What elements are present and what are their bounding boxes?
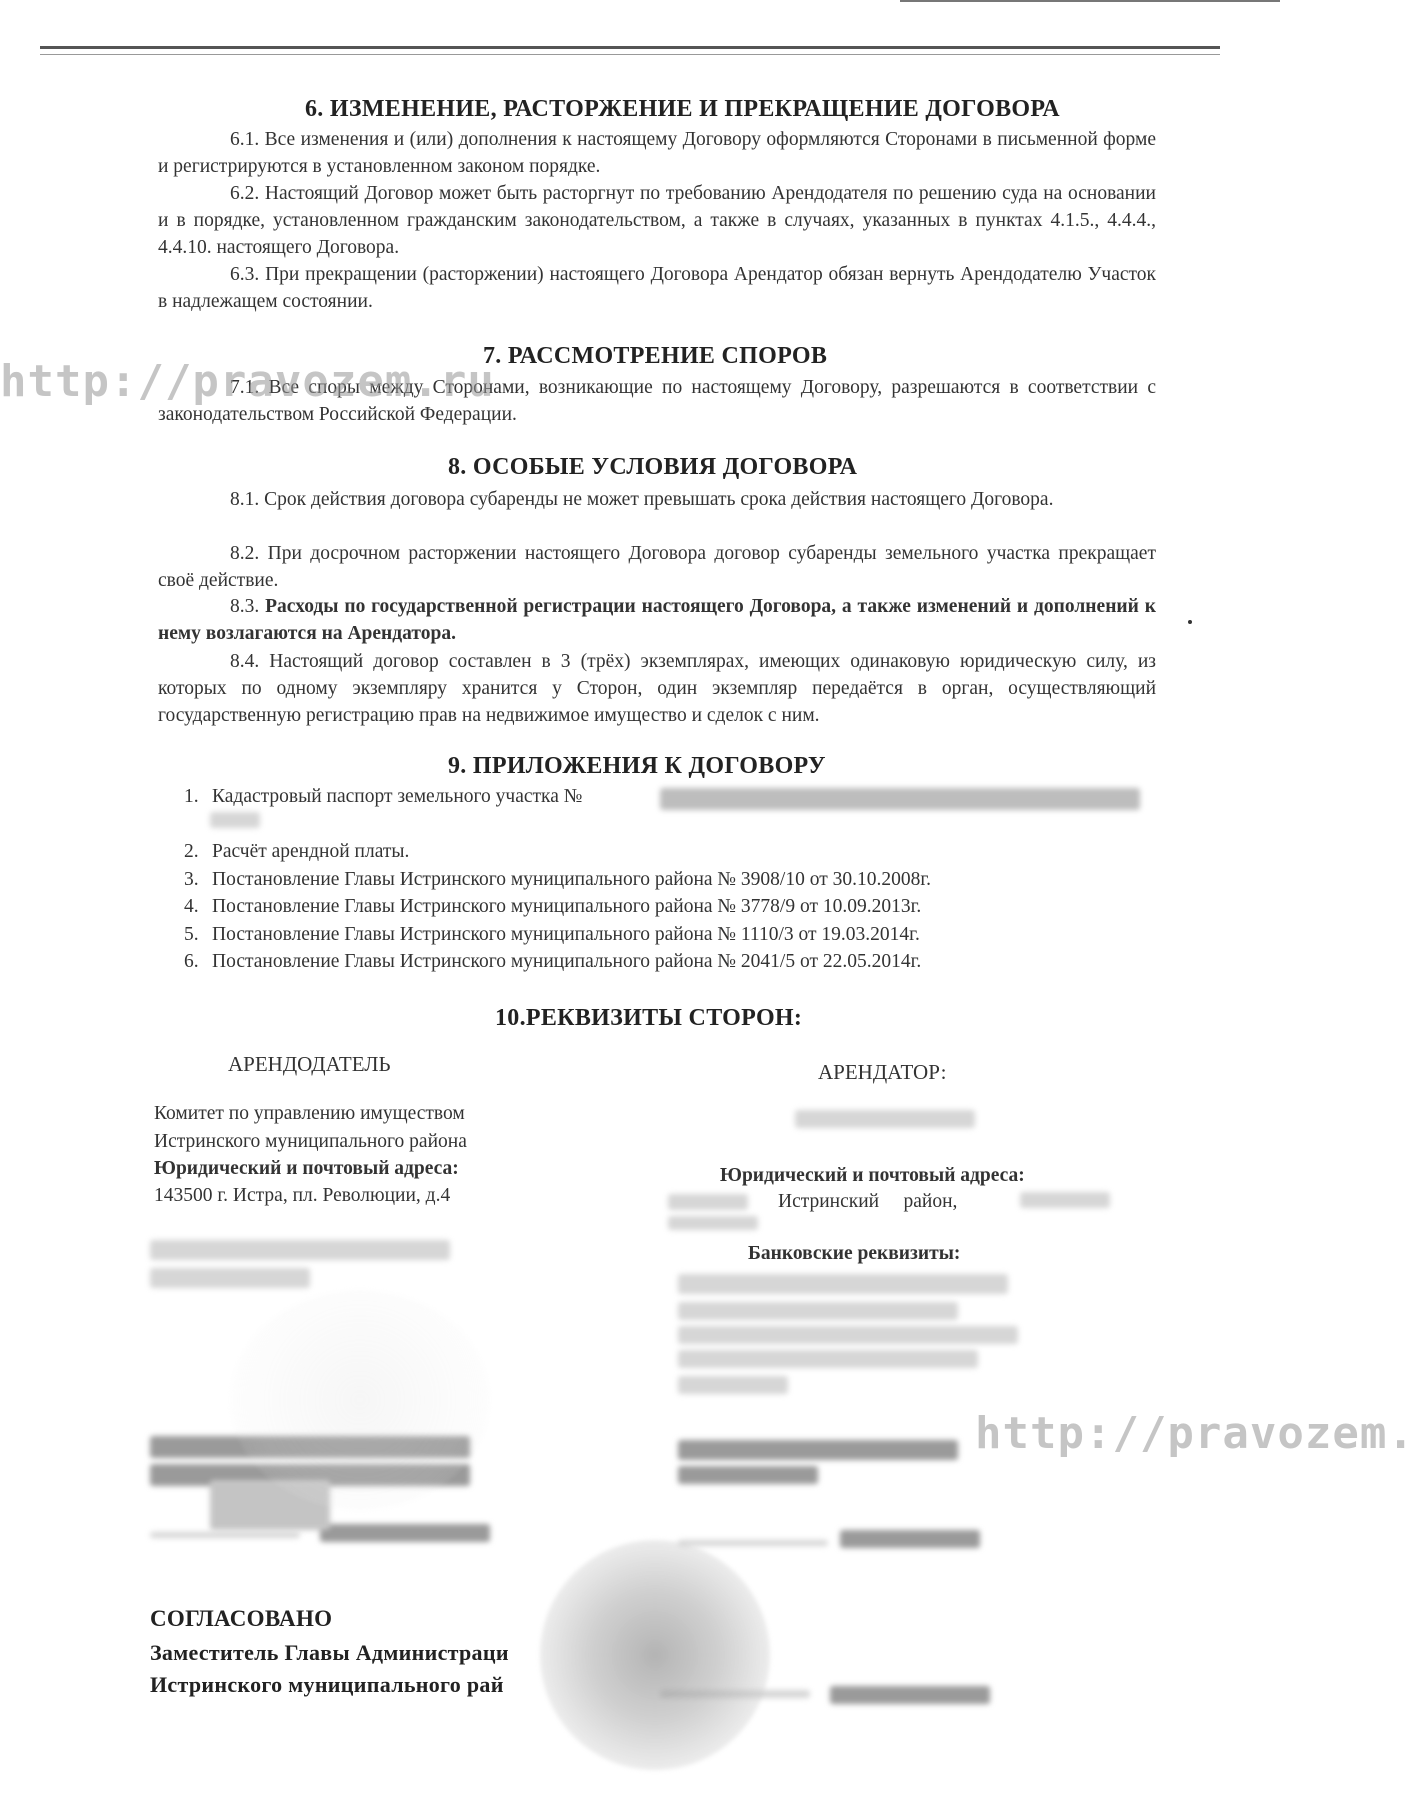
redacted-lessor-details-2 bbox=[150, 1268, 310, 1288]
lessor-stamp-faint bbox=[230, 1290, 490, 1510]
watermark-right: http://pravozem. bbox=[975, 1408, 1415, 1459]
redacted-bank-line-3 bbox=[678, 1326, 1018, 1344]
redacted-bank-line-1 bbox=[678, 1274, 1008, 1294]
redacted-lessee-address-start bbox=[668, 1194, 748, 1210]
approval-title: СОГЛАСОВАНО bbox=[150, 1606, 333, 1631]
section-6-paragraph-2: 6.2. Настоящий Договор может быть расторгнут по требованию Арендодателя по решению суда на основании и в порядке, установленном гражданским законодательством, а также в случаях, указанных в пунктах 4.1.5., 4.4.4., 4.4.10. настоящего Договора. bbox=[158, 183, 1156, 258]
appendix-item-2: 2. Расчёт арендной платы. bbox=[184, 841, 410, 862]
redacted-lessee-signer-title-2 bbox=[678, 1466, 818, 1484]
section-10-title: 10.РЕКВИЗИТЫ СТОРОН: bbox=[495, 1005, 803, 1031]
lessor-signature-line bbox=[150, 1532, 300, 1538]
margin-dot bbox=[1188, 620, 1192, 624]
section-9-title: 9. ПРИЛОЖЕНИЯ К ДОГОВОРУ bbox=[448, 753, 826, 779]
lessee-signature-line bbox=[678, 1540, 828, 1546]
redacted-lessee-address-end bbox=[1020, 1192, 1110, 1208]
lessor-address-label: Юридический и почтовый адреса: bbox=[154, 1158, 459, 1179]
appendix-item-5: 5. Постановление Главы Истринского муниципального района № 1110/3 от 19.03.2014г. bbox=[184, 924, 920, 945]
section-7-title: 7. РАССМОТРЕНИЕ СПОРОВ bbox=[483, 343, 828, 369]
section-6-paragraph-3: 6.3. При прекращении (расторжении) настоящего Договора Арендатор обязан вернуть Арендодателю Участок в надлежащем состоянии. bbox=[158, 264, 1156, 312]
redacted-bank-line-4 bbox=[678, 1350, 978, 1368]
redacted-lessee-signer-name bbox=[840, 1530, 980, 1548]
appendix-item-3: 3. Постановление Главы Истринского муниципального района № 3908/10 от 30.10.2008г. bbox=[184, 869, 932, 890]
lessee-address-district: Истринский район, bbox=[778, 1191, 958, 1212]
top-scan-edge-2 bbox=[40, 54, 1220, 55]
redacted-bank-line-2 bbox=[678, 1302, 958, 1320]
approval-line-2: Истринского муниципального рай bbox=[150, 1672, 504, 1697]
section-8-paragraph-4: 8.4. Настоящий договор составлен в 3 (трёх) экземплярах, имеющих одинаковую юридическую силу, из которых по одному экземпляру хранится у Сторон, один экземпляр передаётся в орган, осуществляющий государственную регистрацию прав на недвижимое имущество и сделок с ним. bbox=[158, 651, 1156, 726]
section-6-paragraph-1: 6.1. Все изменения и (или) дополнения к настоящему Договору оформляются Сторонами в письменной форме и регистрируются в установленном законом порядке. bbox=[158, 129, 1156, 177]
section-8-title: 8. ОСОБЫЕ УСЛОВИЯ ДОГОВОРА bbox=[448, 454, 858, 480]
lessor-name-line-2: Истринского муниципального района bbox=[154, 1131, 467, 1152]
appendix-item-1: 1. Кадастровый паспорт земельного участка № bbox=[184, 786, 583, 807]
lessor-address: 143500 г. Истра, пл. Революции, д.4 bbox=[154, 1185, 451, 1206]
official-stamp bbox=[540, 1540, 770, 1770]
watermark-left: http://pravozem.ru bbox=[0, 356, 495, 407]
redacted-lessee-name bbox=[795, 1110, 975, 1128]
appendix-item-6: 6. Постановление Главы Истринского муниципального района № 2041/5 от 22.05.2014г. bbox=[184, 951, 922, 972]
redacted-lessor-signer-name bbox=[320, 1524, 490, 1542]
lessor-name-line-1: Комитет по управлению имуществом bbox=[154, 1103, 465, 1124]
approval-line-1: Заместитель Главы Администраци bbox=[150, 1640, 509, 1665]
top-scan-edge bbox=[40, 46, 1220, 49]
section-7-paragraph-1: 7.1. Все споры между Сторонами, возникающие по настоящему Договору, разрешаются в соответствии с законодательством Российской Федерации. bbox=[158, 377, 1156, 425]
section-8-paragraph-2: 8.2. При досрочном расторжении настоящего Договора договор субаренды земельного участка прекращает своё действие. bbox=[158, 543, 1156, 591]
lessee-address-label: Юридический и почтовый адреса: bbox=[720, 1165, 1025, 1186]
redacted-lessor-details-1 bbox=[150, 1240, 450, 1260]
section-6-title: 6. ИЗМЕНЕНИЕ, РАСТОРЖЕНИЕ И ПРЕКРАЩЕНИЕ ДОГОВОРА bbox=[305, 96, 1060, 122]
lessor-heading: АРЕНДОДАТЕЛЬ bbox=[228, 1052, 391, 1076]
section-8-paragraph-1: 8.1. Срок действия договора субаренды не может превышать срока действия настоящего Договора. bbox=[230, 489, 1054, 510]
redacted-lessee-address-line-2 bbox=[668, 1216, 758, 1230]
redacted-bank-line-5 bbox=[678, 1376, 788, 1394]
top-scan-corner bbox=[900, 0, 1280, 2]
redacted-lessee-signer-title-1 bbox=[678, 1440, 958, 1460]
appendix-item-4: 4. Постановление Главы Истринского муниципального района № 3778/9 от 10.09.2013г. bbox=[184, 896, 922, 917]
redacted-cadastral-number-cont bbox=[210, 812, 260, 828]
redacted-approver-name bbox=[830, 1686, 990, 1704]
lessee-bank-label: Банковские реквизиты: bbox=[748, 1243, 961, 1264]
section-8-paragraph-3: 8.3. Расходы по государственной регистрации настоящего Договора, а также изменений и дополнений к нему возлагаются на Арендатора. bbox=[158, 596, 1157, 644]
lessee-heading: АРЕНДАТОР: bbox=[818, 1060, 947, 1084]
